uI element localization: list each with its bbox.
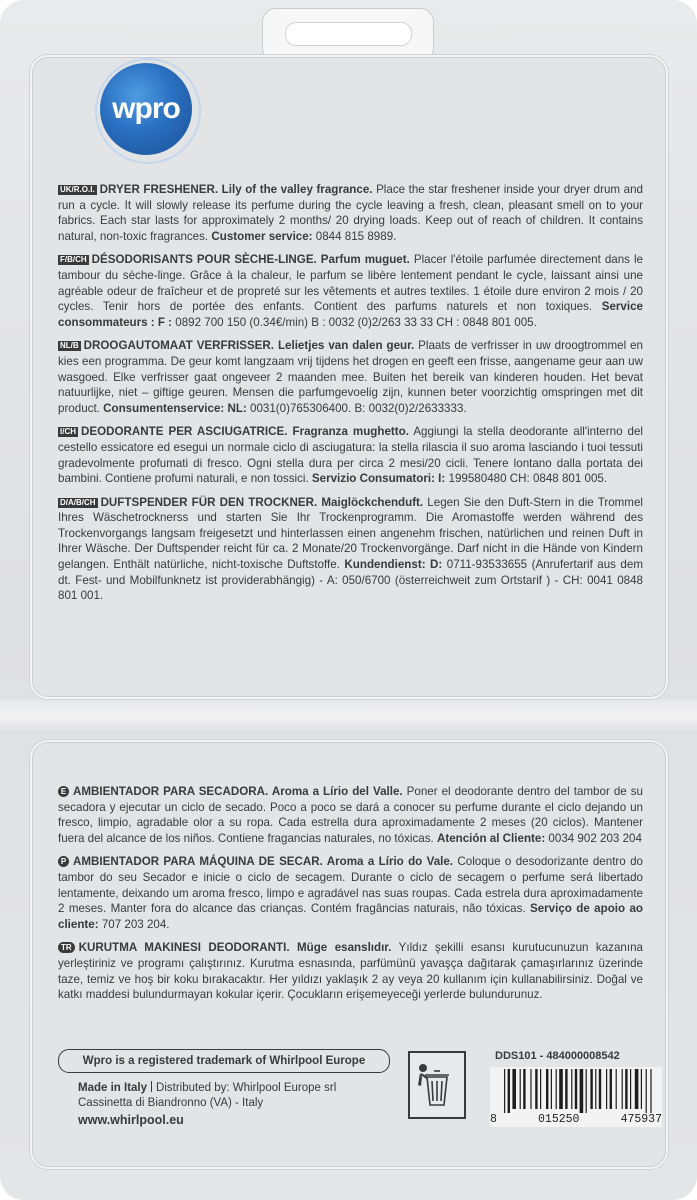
service-label: Atención al Cliente:: [436, 831, 546, 845]
card-divider: [0, 700, 697, 734]
barcode-bar: [530, 1069, 531, 1109]
language-tag: I/CH: [60, 427, 76, 437]
barcode-bar: [610, 1069, 612, 1109]
instruction-section: [58, 854, 643, 932]
barcode-bar: [504, 1069, 505, 1113]
service-label: Serviço de apoio ao cliente:: [58, 902, 643, 931]
product-code: DDS101 - 484000008542: [495, 1050, 620, 1062]
section-title: AMBIENTADOR PARA SECADORA. Aroma a Lírio del Valle.: [73, 785, 403, 798]
barcode-bar: [650, 1069, 651, 1113]
wpro-logo: [100, 63, 192, 155]
section-body: Coloque o desodorizante dentro do tambor do seu Secador e inicie o ciclo de secagem. Durante o ciclo de secagem o perfume será libertado lentamente, deixando um aroma fresco, limpo e agradável nas suas roupas. Cada estrela dura aproximadamente 2 meses. Manter fora do alcance das crianças. Contém fragâncias naturais, não tóxicas.: [58, 855, 643, 916]
service-label: Service consommateurs : F :: [58, 300, 643, 329]
barcode-bar: [540, 1069, 541, 1109]
address-text: Cassinetta di Biandronno (VA) - Italy: [78, 1097, 264, 1109]
barcode-bar: [646, 1069, 647, 1113]
barcode-bar: [641, 1069, 642, 1109]
barcode-bar: [616, 1069, 617, 1109]
service-contact: 0031(0)765306400. B: 0032(0)2/2633333.: [246, 401, 467, 415]
manufacturer-info: [78, 1081, 336, 1111]
barcode-bar: [535, 1069, 537, 1109]
barcode-bar: [635, 1069, 639, 1109]
barcode-bar: [565, 1069, 567, 1109]
barcode-bar: [630, 1069, 631, 1109]
service-contact: 707 203 204.: [98, 917, 170, 931]
instruction-section: [58, 424, 643, 486]
section-title: DEODORANTE PER ASCIUGATRICE. Fragranza mughetto.: [81, 425, 409, 439]
barcode-bar: [595, 1069, 596, 1109]
barcode-bar: [559, 1069, 563, 1109]
section-title: DROOGAUTOMAAT VERFRISSER. Lelietjes van dalen geur.: [83, 339, 415, 353]
instruction-section: [58, 338, 643, 416]
distributor-text: Distributed by: Whirlpool Europe srl: [156, 1082, 337, 1094]
made-in-label: Made in Italy: [78, 1082, 148, 1094]
section-title: AMBIENTADOR PARA MÁQUINA DE SECAR. Aroma a Lírio do Vale.: [73, 855, 454, 869]
instruction-section: [58, 940, 643, 1002]
barcode-bar: [546, 1069, 548, 1109]
barcode-digits: [490, 1113, 662, 1126]
service-contact: 0892 700 150 (0.34€/min) B : 0032 (0)2/263 33 33 CH : 0848 801 005.: [172, 315, 537, 329]
barcode-bar: [625, 1069, 627, 1109]
website-link[interactable]: www.whirlpool.eu: [78, 1113, 184, 1127]
barcode-bar: [599, 1069, 601, 1109]
trademark-notice: [58, 1049, 390, 1073]
language-tag: E: [58, 786, 69, 797]
service-contact: 0844 815 8989.: [312, 229, 397, 243]
service-label: Customer service:: [211, 229, 313, 243]
barcode-bar: [551, 1069, 552, 1109]
barcode-bar: [580, 1069, 584, 1113]
language-tag: F/B/CH: [60, 255, 87, 265]
language-tag: P: [58, 856, 69, 867]
barcode-bar: [571, 1069, 572, 1109]
instruction-section: [58, 252, 643, 330]
weee-bin-icon: [408, 1051, 466, 1119]
service-label: Servizio Consumatori: I:: [311, 472, 446, 486]
barcode-bar: [622, 1069, 623, 1109]
section-title: DÉSODORISANTS POUR SÈCHE-LINGE. Parfum muguet.: [91, 253, 410, 267]
section-body: Poner el deodorante dentro del tambor de su secadora y ejecutar un ciclo de secado. Poco a poco se dará a conocer su perfume durante el ciclo dejando un fresco, limpio, agradable olor a su ropa. Cada estrella dura aproximadamente 2 meses (20 ciclos). Mantener fuera del alcance de los niños. Contiene fragancias naturales, no tóxicas.: [58, 785, 643, 845]
logo-text: wpro: [112, 92, 180, 125]
barcode-bar: [590, 1069, 592, 1109]
barcode-bar: [556, 1069, 557, 1109]
barcode-bar: [520, 1069, 521, 1109]
hang-slot: [285, 22, 412, 46]
barcode-digit-group: 475937: [620, 1113, 662, 1126]
barcode-bar: [512, 1069, 516, 1109]
barcode-digit-group: 015250: [538, 1113, 580, 1126]
separator: [151, 1081, 152, 1092]
barcode-bar: [575, 1069, 577, 1109]
barcode-bar: [508, 1069, 510, 1113]
section-title: DRYER FRESHENER. Lily of the valley fragrance.: [99, 183, 373, 196]
section-title: DUFTSPENDER FÜR DEN TROCKNER. Maiglöckchenduft.: [100, 495, 424, 509]
instruction-section: [58, 182, 643, 244]
bottom-instructions: [58, 784, 643, 1011]
instruction-section: [58, 784, 643, 846]
top-instructions: [58, 182, 643, 612]
section-body: Place the star freshener inside your dryer drum and run a cycle. It will slowly release its perfume during the cycle leaving a fresh, clean, pleasant smell on to your fabrics. Each star lasts for approximately 2 months/ 20 drying loads. Keep out of reach of children. It contains natural, non-toxic fragrances.: [58, 183, 643, 243]
service-contact: 199580480 CH: 0848 801 005.: [445, 472, 608, 486]
section-title: KURUTMA MAKINESI DEODORANTI. Müge esanslıdır.: [78, 941, 392, 955]
barcode-bar: [586, 1069, 587, 1113]
section-body: Aggiungi la stella deodorante all'interno del cestello essicatore ed esegui un normale ciclo di asciugatura: la stella rilascia il suo aroma lasciando i tuoi tessuti gradevolmente profumati di fresco. Ogni stella dura per circa 2 mesi/20 cicli. Tenere lontano dalla portata dei bambini. Contiene profumi naturali, e non tossici.: [58, 425, 643, 486]
barcode-digit-group: 8: [490, 1113, 497, 1126]
service-contact: 0034 902 203 204: [545, 831, 642, 845]
instruction-section: [58, 495, 643, 604]
service-label: Kundendienst: D:: [344, 558, 443, 572]
service-label: Consumentenservice: NL:: [103, 401, 247, 415]
language-tag: TR: [58, 942, 75, 953]
language-tag: NL/B: [60, 341, 79, 351]
trademark-text: Wpro is a registered trademark of Whirlpool Europe: [82, 1055, 366, 1067]
barcode-bar: [523, 1069, 525, 1109]
service-contact: 0711-93533655 (Anrufertarif aus dem dt. Fest- und Mobilfunknetz ist providerabhängig) - A: 050/6700 (österreichweit zum Ortstarif ) - CH: 0041 0848 801 001.: [58, 558, 643, 603]
section-body: Placer l'étoile parfumée directement dans le tambour du sèche-linge. Grâce à la chaleur, le parfum se libère lentement pendant le cycle, laissant ainsi une agréable odeur de fraîcheur et de propreté sur les vêtements et autres textiles. 1 étoile dure environ 2 mois / 20 cycles. Tenir hors de portée des enfants. Contient des parfums naturels et non toxiques.: [58, 253, 643, 314]
language-tag: D/A/B/CH: [60, 497, 96, 507]
barcode-bar: [606, 1069, 607, 1109]
section-body: Legen Sie den Duft-Stern in die Trommel Ihres Wäschetrocknerss und starten Sie Ihr Trockenprogramm. Die Aromastoffe werden während des Trockenvorgangs langsam freigesetzt und hinterlassen einen angenehm frischen, natürlichen und reinen Duft in Ihrer Wäsche. Der Duftspender reicht für ca. 2 Monate/20 Trockenvorgänge. Darf nicht in die Hände von Kindern gelangen. Enthält natürliche, nicht-toxische Duftstoffe.: [58, 495, 643, 572]
language-tag: UK/R.O.I.: [60, 185, 95, 194]
section-body: Yıldız şekilli esansı kurutucunuzun kazanına yerleştiriniz ve programı çalıştırınız. Kurutma esnasında, parfümünü yavaşça dağıtarak çamaşırlarınız üzerinde taze, temiz ve hoş bir koku bırakacaktır. Her yıldızı yaklaşık 2 ay veya 20 kullanım için kullanabilirsiniz. Doğal ve katkı maddesi bulundurmayan kokular içerir. Çocukların erişemeyeceği yerlerde bulundurunuz.: [58, 941, 643, 1002]
section-body: Plaats de verfrisser in uw droogtrommel en kies een programma. De geur komt langzaam vrij tijdens het drogen en geeft een frisse, aangename geur aan uw wasgoed. Elke verfrisser gaat ongeveer 2 maanden mee. Buiten het bereik van kinderen houden. Het bevat natuurlijke, niet – giftige geuren. Mensen die parfumgevoelig zijn, kunnen beter voorzichtig omspringen met dit product.: [58, 339, 643, 415]
